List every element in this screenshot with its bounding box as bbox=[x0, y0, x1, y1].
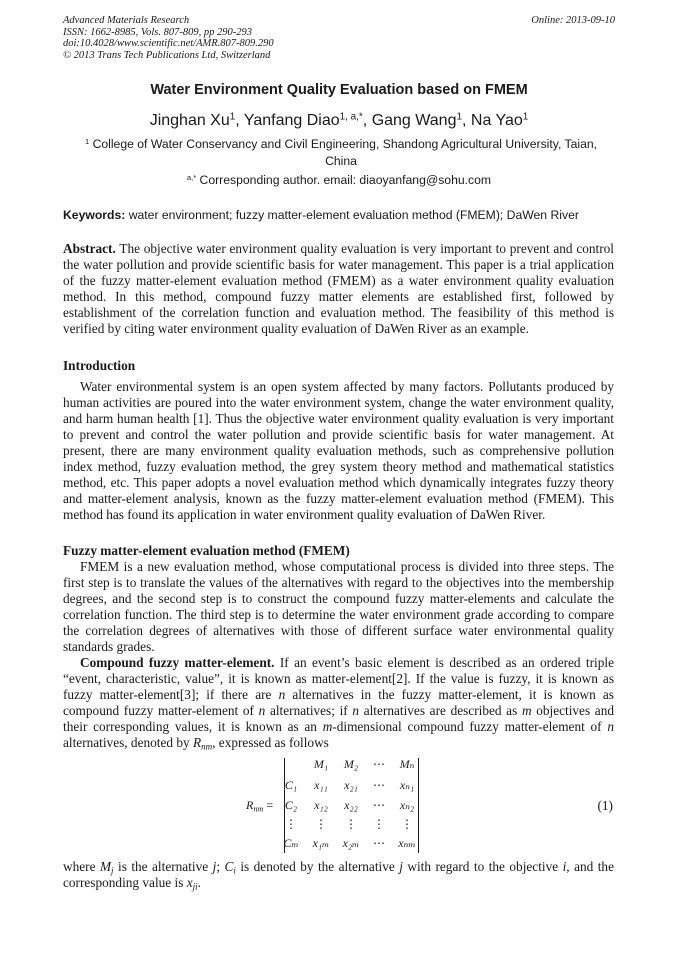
journal-header bbox=[63, 15, 615, 61]
compound-text: , expressed as follows bbox=[212, 735, 329, 750]
math-subscript: ji bbox=[192, 881, 198, 892]
fmem-section bbox=[63, 543, 614, 751]
matrix-cell: ⋮ bbox=[401, 817, 413, 831]
author-name: Yanfang Diao bbox=[243, 112, 340, 129]
fmem-heading: Fuzzy matter-element evaluation method (FMEM) bbox=[63, 543, 350, 558]
where-text: ; bbox=[216, 859, 225, 874]
matrix-cell: ⋮ bbox=[373, 817, 385, 831]
matrix-cell: Cₘ bbox=[283, 836, 299, 850]
compound-text: alternatives are described as bbox=[359, 703, 522, 718]
where-text: is denoted by the alternative bbox=[235, 859, 400, 874]
author-name: Na Yao bbox=[470, 112, 523, 129]
compound-text: alternatives, denoted by bbox=[63, 735, 193, 750]
math-var: C bbox=[224, 859, 234, 874]
math-var: n bbox=[258, 703, 266, 718]
affiliation-mark: 1 bbox=[84, 136, 90, 146]
where-text: with regard to the objective bbox=[402, 859, 563, 874]
paper-title: Water Environment Quality Evaluation based on FMEM bbox=[150, 82, 528, 98]
math-var: R bbox=[246, 798, 254, 812]
equals-sign: = bbox=[263, 798, 274, 812]
matrix-cell: ⋯ bbox=[373, 836, 385, 850]
math-subscript: i bbox=[233, 865, 236, 876]
matrix-cell: xₙ₂ bbox=[399, 798, 415, 812]
fmem-text: FMEM is a new evaluation method, whose computational process is divided into three steps. The first step is to translate the values of the alternatives with regard to the objectives into the membership degrees, and the second step is to construct the compound fuzzy matter-elements and calculate the correlation function. The third step is to determine the water environment grade according to compare the correlation degrees of alternatives with those of different surface water environmental quality standards grades. bbox=[63, 559, 614, 654]
author-name: Jinghan Xu bbox=[149, 112, 230, 129]
matrix-cell: ⋮ bbox=[285, 817, 297, 831]
matrix-cell: ⋮ bbox=[345, 817, 357, 831]
matrix-cell: x₁ₘ bbox=[312, 836, 330, 850]
matrix-cell: x₁₂ bbox=[314, 798, 328, 812]
matrix-cell: ⋯ bbox=[373, 778, 385, 792]
author-name: Gang Wang bbox=[371, 112, 457, 129]
matrix-cell: M₁ bbox=[313, 757, 329, 771]
author-affiliation-mark: 1 bbox=[522, 111, 529, 123]
where-text: . bbox=[197, 875, 201, 890]
matrix-cell: ⋯ bbox=[373, 757, 385, 771]
matrix-cell: xₙ₁ bbox=[399, 778, 415, 792]
compound-text: alternatives; if bbox=[265, 703, 353, 718]
compound-text: If an event’s basic element is described as an ordered triple “event, characteristic, value”, it is known as matter-element[2]. If the value is fuzzy, it is known as fuzzy matter-element[3]; if there are bbox=[63, 655, 614, 702]
equation-lhs bbox=[246, 798, 273, 813]
matrix-cell: ⋮ bbox=[315, 817, 327, 831]
author-affiliation-mark: 1, a,* bbox=[339, 111, 363, 123]
copyright-line: © 2013 Trans Tech Publications Ltd, Switzerland bbox=[63, 49, 271, 61]
abstract-label: Abstract. bbox=[63, 241, 116, 256]
author-affiliation-mark: 1 bbox=[229, 111, 236, 123]
author-separator: , bbox=[462, 112, 471, 129]
where-text: is the alternative bbox=[113, 859, 213, 874]
math-var: x bbox=[186, 875, 193, 890]
author-affiliation-mark: 1 bbox=[456, 111, 462, 123]
affiliation-text: College of Water Conservancy and Civil Engineering, Shandong Agricultural University, Taian, China bbox=[92, 137, 598, 168]
math-var: m bbox=[521, 703, 532, 718]
equation-1 bbox=[246, 755, 616, 855]
affiliation bbox=[68, 136, 614, 170]
math-var: j bbox=[212, 859, 217, 874]
math-var: M bbox=[99, 859, 112, 874]
math-var: i bbox=[562, 859, 567, 874]
keywords-text: water environment; fuzzy matter-element evaluation method (FMEM); DaWen River bbox=[128, 208, 579, 222]
journal-name: Advanced Materials Research bbox=[63, 15, 190, 26]
math-var: n bbox=[607, 719, 614, 734]
compound-text: alternatives in the fuzzy matter-element, it is known as compound fuzzy matter-element of bbox=[63, 687, 614, 718]
where-text: where bbox=[63, 859, 100, 874]
corresponding-author bbox=[0, 173, 678, 187]
abstract-text: The objective water environment quality evaluation is very important to prevent and control the water pollution and provide scientific basis for water management. This paper is a trial application of the fuzzy matter-element evaluation method (FMEM) as a water environment quality evaluation method. In this method, compound fuzzy matter elements are established first, followed by establishment of the correlation function and evaluation method. The feasibility of this method is verified by citing water environment quality evaluation of DaWen River as an example. bbox=[63, 241, 614, 336]
math-var: j bbox=[399, 859, 403, 874]
matrix-cell: Mₙ bbox=[399, 757, 415, 771]
matrix-cell: x₁₁ bbox=[314, 778, 328, 792]
compound-paragraph bbox=[63, 655, 614, 751]
equation-number: (1) bbox=[597, 798, 613, 813]
keywords bbox=[63, 208, 623, 222]
matrix-cell: ⋯ bbox=[373, 798, 385, 812]
matrix-cell: C₁ bbox=[284, 778, 298, 792]
author-separator: , bbox=[362, 112, 372, 129]
doi-line: doi:10.4028/www.scientific.net/AMR.807-809.290 bbox=[63, 38, 274, 49]
matrix-cell: C₂ bbox=[284, 798, 298, 812]
issn-line: ISSN: 1662-8985, Vols. 807-809, pp 290-293 bbox=[63, 26, 252, 38]
introduction-text: Water environmental system is an open system affected by many factors. Pollutants produced by human activities are poured into the water environment system, change the water environment quality, and harm human health [1]. Thus the objective water environment quality evaluation is very important to prevent and control the water pollution and provide scientific basis for water management. At present, there are many environment quality evaluation methods, such as comprehensive pollution index method, fuzzy evaluation method, the grey system theory method and mathematical statistics method, etc. This paper adopts a novel evaluation method which dynamically integrates fuzzy theory and matter-element analysis, known as the fuzzy matter-element evaluation method (FMEM). This method has found its application in water environment quality evaluation of DaWen River. bbox=[63, 379, 614, 522]
online-date: Online: 2013-09-10 bbox=[531, 15, 615, 26]
compound-text: -dimensional compound fuzzy matter-element of bbox=[332, 719, 608, 734]
corresponding-mark: a,* bbox=[186, 172, 197, 182]
math-var: m bbox=[322, 719, 333, 734]
math-subscript: j bbox=[111, 865, 114, 876]
matrix-cell: x₂₂ bbox=[344, 798, 358, 812]
where-text: , and the corresponding value is bbox=[63, 859, 614, 890]
matrix-cell: x₂₁ bbox=[344, 778, 358, 792]
math-subscript: nm bbox=[201, 741, 213, 752]
math-var: R bbox=[192, 735, 202, 750]
introduction-heading: Introduction bbox=[63, 358, 136, 373]
compound-lead: Compound fuzzy matter-element. bbox=[80, 655, 275, 670]
keywords-label: Keywords: bbox=[63, 208, 126, 222]
abstract bbox=[63, 241, 614, 337]
matrix-cell: x₂ₘ bbox=[342, 836, 360, 850]
math-var: n bbox=[352, 703, 360, 718]
introduction-section bbox=[63, 358, 614, 523]
author-list bbox=[0, 112, 678, 130]
corresponding-text: Corresponding author. email: diaoyanfang@sohu.com bbox=[199, 173, 492, 187]
matrix-cell: M₂ bbox=[343, 757, 359, 771]
compound-text: objectives and their corresponding values, it is known as an bbox=[63, 703, 614, 734]
matrix-cell: xₙₘ bbox=[398, 836, 416, 850]
author-separator: , bbox=[235, 112, 244, 129]
math-var: n bbox=[278, 687, 286, 702]
math-subscript: nm bbox=[253, 804, 264, 814]
where-paragraph bbox=[63, 859, 614, 891]
